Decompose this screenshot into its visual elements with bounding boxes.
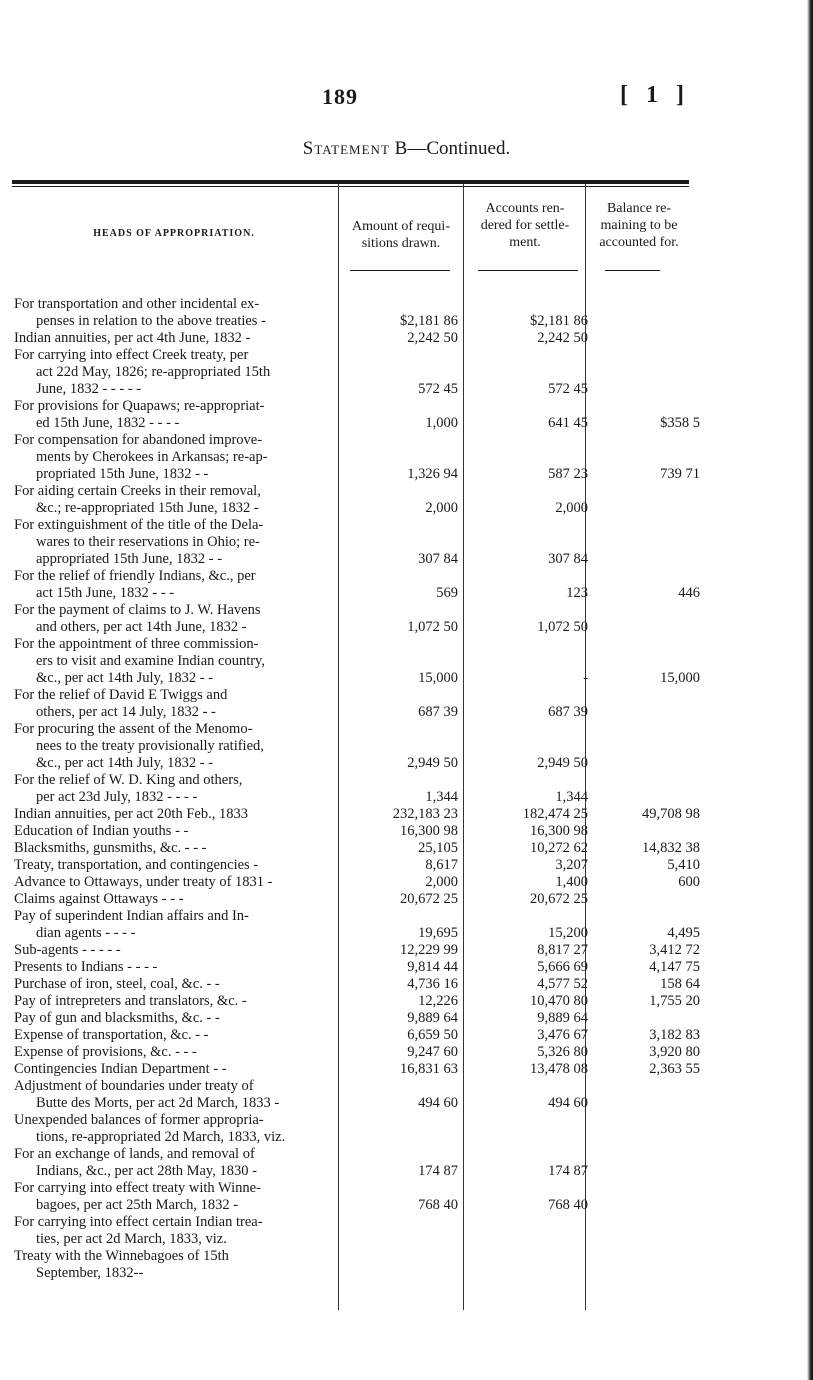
accounts-value: 2,949 50 xyxy=(537,755,588,771)
row-description xyxy=(14,602,344,636)
amount-value: 4,736 16 xyxy=(407,976,458,992)
column-divider-3 xyxy=(585,184,586,1310)
accounts-value: 20,672 25 xyxy=(530,891,588,907)
accounts-header-line-2: dered for settle- xyxy=(480,218,570,233)
row-description-line: Butte des Morts, per act 2d March, 1833 - xyxy=(36,1095,280,1111)
row-description-line: Treaty with the Winnebagoes of 15th xyxy=(14,1248,229,1264)
row-description-line: For extinguishment of the title of the Dela- xyxy=(14,517,264,533)
accounts-value: 10,470 80 xyxy=(530,993,588,1009)
balance-value: 4,495 xyxy=(667,925,700,941)
amount-value: 2,949 50 xyxy=(407,755,458,771)
row-description xyxy=(14,908,344,942)
accounts-header-underline xyxy=(478,270,578,271)
row-description xyxy=(14,1061,344,1078)
balance-value: 49,708 98 xyxy=(642,806,700,822)
accounts-value: 10,272 62 xyxy=(530,840,588,856)
balance-column-header xyxy=(587,200,691,251)
amount-value: 494 60 xyxy=(418,1095,458,1111)
amount-value: 569 xyxy=(436,585,458,601)
amount-value: 1,072 50 xyxy=(407,619,458,635)
accounts-value: 16,300 98 xyxy=(530,823,588,839)
amount-value: 2,242 50 xyxy=(407,330,458,346)
row-description xyxy=(14,942,344,959)
amount-value: 1,000 xyxy=(425,415,458,431)
row-description xyxy=(14,993,344,1010)
row-description xyxy=(14,874,344,891)
row-description-line: For the appointment of three commission- xyxy=(14,636,259,652)
accounts-value: 494 60 xyxy=(548,1095,588,1111)
accounts-value: 2,242 50 xyxy=(537,330,588,346)
row-description xyxy=(14,1044,344,1061)
row-description-line: Pay of superindent Indian affairs and In- xyxy=(14,908,249,924)
accounts-value: 587 23 xyxy=(548,466,588,482)
row-description xyxy=(14,568,344,602)
row-description-line: per act 23d July, 1832 - - - - xyxy=(36,789,198,805)
balance-value: 446 xyxy=(678,585,700,601)
row-description-line: For carrying into effect certain Indian trea- xyxy=(14,1214,263,1230)
row-description-line: Indian annuities, per act 4th June, 1832 - xyxy=(14,330,251,346)
row-description-line: &c., per act 14th July, 1832 - - xyxy=(36,755,214,771)
row-description-line: Expense of provisions, &c. - - - xyxy=(14,1044,197,1060)
row-description-line: Unexpended balances of former appropria- xyxy=(14,1112,264,1128)
amount-value: 1,326 94 xyxy=(407,466,458,482)
row-description xyxy=(14,806,344,823)
amount-value: 16,300 98 xyxy=(400,823,458,839)
row-description xyxy=(14,772,344,806)
row-description xyxy=(14,840,344,857)
accounts-value: 572 45 xyxy=(548,381,588,397)
amount-value: 20,672 25 xyxy=(400,891,458,907)
row-description xyxy=(14,1248,344,1282)
balance-value: 600 xyxy=(678,874,700,890)
column-divider-2 xyxy=(463,184,464,1310)
accounts-value: 5,326 80 xyxy=(537,1044,588,1060)
amount-value: 768 40 xyxy=(418,1197,458,1213)
row-description-line: For compensation for abandoned improve- xyxy=(14,432,263,448)
row-description-line: Purchase of iron, steel, coal, &c. - - xyxy=(14,976,220,992)
row-description xyxy=(14,398,344,432)
row-description-line: For the relief of friendly Indians, &c., per xyxy=(14,568,256,584)
balance-value: 5,410 xyxy=(667,857,700,873)
accounts-value: 8,817 27 xyxy=(537,942,588,958)
amount-value: 1,344 xyxy=(425,789,458,805)
row-description-line: September, 1832-- xyxy=(36,1265,144,1281)
amount-value: 12,226 xyxy=(418,993,458,1009)
row-description xyxy=(14,823,344,840)
row-description xyxy=(14,1214,344,1248)
row-description-line: Claims against Ottaways - - - xyxy=(14,891,184,907)
balance-value: 3,920 80 xyxy=(649,1044,700,1060)
row-description-line: Education of Indian youths - - xyxy=(14,823,189,839)
accounts-value: 15,200 xyxy=(548,925,588,941)
row-description-line: Contingencies Indian Department - - xyxy=(14,1061,227,1077)
accounts-value: 2,000 xyxy=(555,500,588,516)
row-description xyxy=(14,857,344,874)
amount-value: 9,889 64 xyxy=(407,1010,458,1026)
row-description-line: nees to the treaty provisionally ratified, xyxy=(36,738,264,754)
accounts-value: 1,072 50 xyxy=(537,619,588,635)
row-description-line: Presents to Indians - - - - xyxy=(14,959,158,975)
balance-value: 3,182 83 xyxy=(649,1027,700,1043)
accounts-value: 1,400 xyxy=(555,874,588,890)
row-description-line: appropriated 15th June, 1832 - - xyxy=(36,551,223,567)
row-description-line: wares to their reservations in Ohio; re- xyxy=(36,534,260,550)
row-description xyxy=(14,636,344,687)
row-description-line: For procuring the assent of the Menomo- xyxy=(14,721,253,737)
row-description-line: penses in relation to the above treaties - xyxy=(36,313,266,329)
row-description xyxy=(14,1112,344,1180)
row-description-line: Pay of gun and blacksmiths, &c. - - xyxy=(14,1010,220,1026)
row-description-line: For carrying into effect treaty with Winne- xyxy=(14,1180,261,1196)
row-description-line: For provisions for Quapaws; re-appropriat- xyxy=(14,398,265,414)
balance-value: $358 5 xyxy=(660,415,700,431)
document-number: [ 1 ] xyxy=(620,82,690,108)
balance-header-underline xyxy=(605,270,660,271)
amount-header-underline xyxy=(350,270,450,271)
row-description-line: Expense of transportation, &c. - - xyxy=(14,1027,209,1043)
balance-value: 14,832 38 xyxy=(642,840,700,856)
page-edge-shadow xyxy=(807,0,813,1380)
row-description-line: &c., per act 14th July, 1832 - - xyxy=(36,670,214,686)
amount-value: 16,831 63 xyxy=(400,1061,458,1077)
row-description-line: Indians, &c., per act 28th May, 1830 - xyxy=(36,1163,257,1179)
accounts-value: - xyxy=(583,670,588,686)
amount-header-line-2: sitions drawn. xyxy=(361,236,441,251)
row-description-line: ers to visit and examine Indian country, xyxy=(36,653,265,669)
row-description xyxy=(14,1010,344,1027)
balance-value: 15,000 xyxy=(660,670,700,686)
row-description xyxy=(14,976,344,993)
amount-value: 307 84 xyxy=(418,551,458,567)
row-description-line: Sub-agents - - - - - xyxy=(14,942,121,958)
row-description xyxy=(14,959,344,976)
balance-header-line-3: accounted for. xyxy=(599,235,679,250)
row-description xyxy=(14,330,344,347)
row-description-line: act 22d May, 1826; re-appropriated 15th xyxy=(36,364,271,380)
amount-value: 174 87 xyxy=(418,1163,458,1179)
row-description-line: Adjustment of boundaries under treaty of xyxy=(14,1078,254,1094)
amount-value: 12,229 99 xyxy=(400,942,458,958)
row-description-line: ed 15th June, 1832 - - - - xyxy=(36,415,180,431)
accounts-value: 307 84 xyxy=(548,551,588,567)
amount-value: 8,617 xyxy=(425,857,458,873)
amount-value: 6,659 50 xyxy=(407,1027,458,1043)
row-description xyxy=(14,1078,344,1112)
row-description xyxy=(14,517,344,568)
accounts-column-header xyxy=(465,200,585,251)
row-description-line: ties, per act 2d March, 1833, viz. xyxy=(36,1231,227,1247)
accounts-value: 123 xyxy=(566,585,588,601)
row-description-line: tions, re-appropriated 2d March, 1833, viz. xyxy=(36,1129,286,1145)
accounts-value: 687 39 xyxy=(548,704,588,720)
amount-header-line-1: Amount of requi- xyxy=(352,219,450,234)
row-description-line: and others, per act 14th June, 1832 - xyxy=(36,619,247,635)
balance-value: 1,755 20 xyxy=(649,993,700,1009)
row-description-line: &c.; re-appropriated 15th June, 1832 - xyxy=(36,500,259,516)
accounts-header-line-1: Accounts ren- xyxy=(485,201,565,216)
row-description-line: For transportation and other incidental ex- xyxy=(14,296,260,312)
row-description xyxy=(14,296,344,330)
amount-value: 15,000 xyxy=(418,670,458,686)
amount-value: $2,181 86 xyxy=(400,313,458,329)
balance-header-line-1: Balance re- xyxy=(606,201,672,216)
row-description-line: others, per act 14 July, 1832 - - xyxy=(36,704,216,720)
balance-value: 2,363 55 xyxy=(649,1061,700,1077)
amount-value: 2,000 xyxy=(425,874,458,890)
amount-value: 572 45 xyxy=(418,381,458,397)
row-description-line: bagoes, per act 25th March, 1832 - xyxy=(36,1197,239,1213)
page-number: 189 xyxy=(322,84,358,109)
accounts-value: 3,207 xyxy=(555,857,588,873)
row-description-line: For the payment of claims to J. W. Havens xyxy=(14,602,261,618)
accounts-value: 641 45 xyxy=(548,415,588,431)
balance-value: 739 71 xyxy=(660,466,700,482)
row-description-line: Advance to Ottaways, under treaty of 1831 - xyxy=(14,874,273,890)
table-top-rule xyxy=(12,180,689,184)
row-description xyxy=(14,1180,344,1214)
row-description xyxy=(14,891,344,908)
balance-value: 158 64 xyxy=(660,976,700,992)
row-description xyxy=(14,432,344,483)
row-description-line: Blacksmiths, gunsmiths, &c. - - - xyxy=(14,840,207,856)
amount-value: 2,000 xyxy=(425,500,458,516)
row-description xyxy=(14,483,344,517)
row-description-line: For carrying into effect Creek treaty, per xyxy=(14,347,249,363)
row-description-line: For the relief of David E Twiggs and xyxy=(14,687,228,703)
amount-value: 19,695 xyxy=(418,925,458,941)
row-description-line: For an exchange of lands, and removal of xyxy=(14,1146,255,1162)
amount-value: 232,183 23 xyxy=(392,806,458,822)
row-description xyxy=(14,687,344,721)
row-description-line: propriated 15th June, 1832 - - xyxy=(36,466,209,482)
row-description-line: June, 1832 - - - - - xyxy=(36,381,142,397)
balance-value: 3,412 72 xyxy=(649,942,700,958)
row-description-line: For aiding certain Creeks in their removal, xyxy=(14,483,261,499)
row-description-line: Indian annuities, per act 20th Feb., 1833 xyxy=(14,806,248,822)
row-description-line: For the relief of W. D. King and others, xyxy=(14,772,243,788)
accounts-value: 13,478 08 xyxy=(530,1061,588,1077)
amount-value: 9,814 44 xyxy=(407,959,458,975)
table-top-rule-thin xyxy=(12,186,689,187)
statement-title-suffix: B—Continued. xyxy=(394,138,511,159)
balance-value: 4,147 75 xyxy=(649,959,700,975)
accounts-value: 4,577 52 xyxy=(537,976,588,992)
row-description-line: act 15th June, 1832 - - - xyxy=(36,585,175,601)
amount-value: 9,247 60 xyxy=(407,1044,458,1060)
amount-value: 25,105 xyxy=(418,840,458,856)
accounts-header-line-3: ment. xyxy=(509,235,541,250)
amount-column-header xyxy=(340,218,462,252)
row-description-line: dian agents - - - - xyxy=(36,925,136,941)
statement-title-prefix: Statement xyxy=(302,138,390,159)
row-description-line: ments by Cherokees in Arkansas; re-ap- xyxy=(36,449,268,465)
accounts-value: $2,181 86 xyxy=(530,313,588,329)
heads-of-appropriation-header: HEADS OF APPROPRIATION. xyxy=(93,228,255,239)
accounts-value: 174 87 xyxy=(548,1163,588,1179)
accounts-value: 768 40 xyxy=(548,1197,588,1213)
amount-value: 687 39 xyxy=(418,704,458,720)
balance-header-line-2: maining to be xyxy=(600,218,678,233)
accounts-value: 182,474 25 xyxy=(522,806,588,822)
row-description xyxy=(14,1027,344,1044)
row-description-line: Treaty, transportation, and contingencies - xyxy=(14,857,259,873)
accounts-value: 5,666 69 xyxy=(537,959,588,975)
row-description xyxy=(14,721,344,772)
row-description xyxy=(14,347,344,398)
row-description-line: Pay of intrepreters and translators, &c. - xyxy=(14,993,247,1009)
accounts-value: 3,476 67 xyxy=(537,1027,588,1043)
accounts-value: 1,344 xyxy=(555,789,588,805)
accounts-value: 9,889 64 xyxy=(537,1010,588,1026)
statement-title xyxy=(0,138,813,160)
